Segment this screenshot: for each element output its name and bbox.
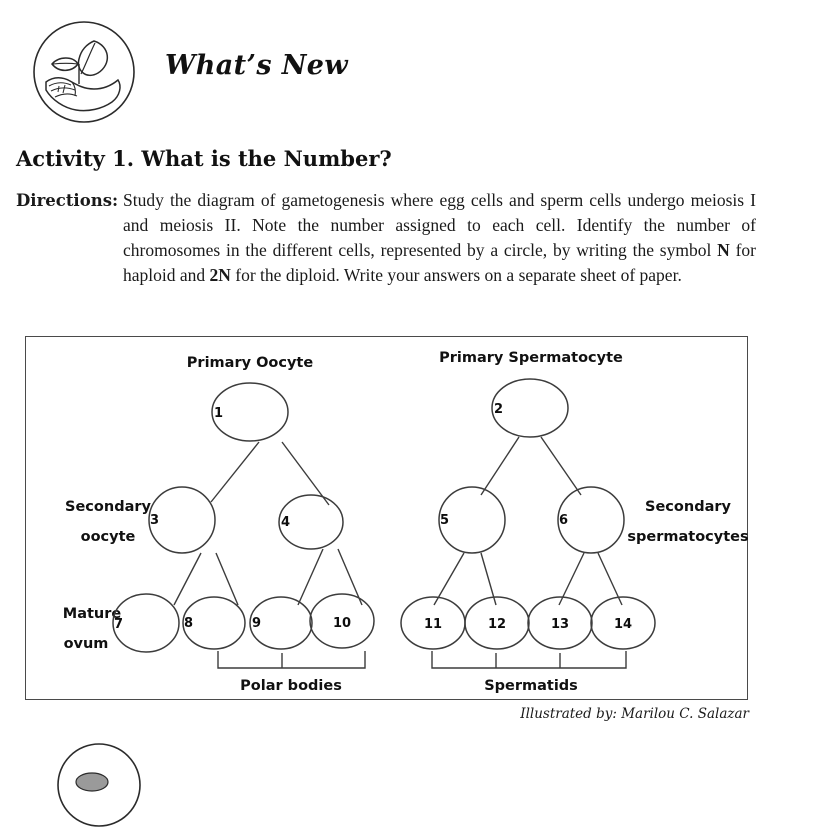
label-secondary-spermatocytes-line1: Secondary — [645, 499, 731, 515]
section-header — [0, 0, 821, 130]
cell-8-number: 8 — [184, 616, 194, 631]
cell-9-number: 9 — [252, 616, 262, 631]
link-2-6 — [541, 437, 581, 495]
cell-2[interactable] — [492, 379, 568, 437]
cell-1-number: 1 — [214, 406, 224, 421]
cell-3-number: 3 — [150, 513, 160, 528]
cell-11-number: 11 — [423, 617, 443, 632]
label-mature-ovum-line1: Mature — [62, 606, 122, 622]
label-primary-spermatocyte: Primary Spermatocyte — [439, 350, 623, 366]
label-primary-oocyte: Primary Oocyte — [186, 355, 314, 371]
bracket-polar-bodies — [218, 651, 365, 668]
label-spermatids: Spermatids — [484, 678, 578, 694]
cell-1[interactable] — [212, 383, 288, 441]
cell-10-number: 10 — [332, 616, 352, 631]
directions-symbol-n: N — [717, 240, 730, 260]
link-4-10 — [338, 549, 362, 605]
label-polar-bodies: Polar bodies — [240, 678, 342, 694]
directions-label: Directions: — [16, 191, 119, 210]
cell-4-number: 4 — [281, 515, 291, 530]
next-section-badge-icon — [56, 742, 142, 828]
directions-symbol-2n: 2N — [209, 265, 231, 285]
cell-6-number: 6 — [559, 513, 569, 528]
link-3-7 — [174, 553, 201, 605]
label-secondary-oocyte-line2: oocyte — [80, 529, 136, 545]
cell-13-number: 13 — [550, 617, 570, 632]
directions-text — [16, 188, 756, 288]
label-mature-ovum-line2: ovum — [63, 636, 109, 652]
cell-14-number: 14 — [613, 617, 633, 632]
cell-7-number: 7 — [114, 617, 124, 632]
directions-text-part-1: Study the diagram of gametogenesis where egg cells and sperm cells undergo meiosis I and meiosis II. Note the number assigned to each cell. Identify the number of chromosomes in the different cells, represented by a circle, by writing the symbol — [123, 190, 756, 260]
illustration-credit: Illustrated by: Marilou C. Salazar — [520, 706, 749, 722]
gametogenesis-diagram — [25, 336, 748, 700]
cell-12-number: 12 — [487, 617, 507, 632]
diagram-canvas — [26, 337, 749, 701]
bracket-spermatids — [432, 651, 626, 668]
label-secondary-spermatocytes-line2: spermatocytes — [627, 529, 749, 545]
page-title: What’s New — [165, 50, 349, 81]
directions-text-part-2: for haploid and — [123, 240, 756, 285]
cell-5-number: 5 — [440, 513, 450, 528]
directions-block — [16, 188, 756, 288]
label-secondary-oocyte-line1: Secondary — [65, 499, 151, 515]
link-1-3 — [211, 442, 259, 502]
directions-text-part-3: for the diploid. Write your answers on a separate sheet of paper. — [230, 265, 682, 285]
link-2-5 — [481, 437, 519, 495]
activity-title: Activity 1. What is the Number? — [16, 146, 392, 171]
cell-2-number: 2 — [494, 402, 504, 417]
hand-holding-seedling-icon — [32, 20, 136, 124]
link-4-9 — [298, 549, 323, 605]
